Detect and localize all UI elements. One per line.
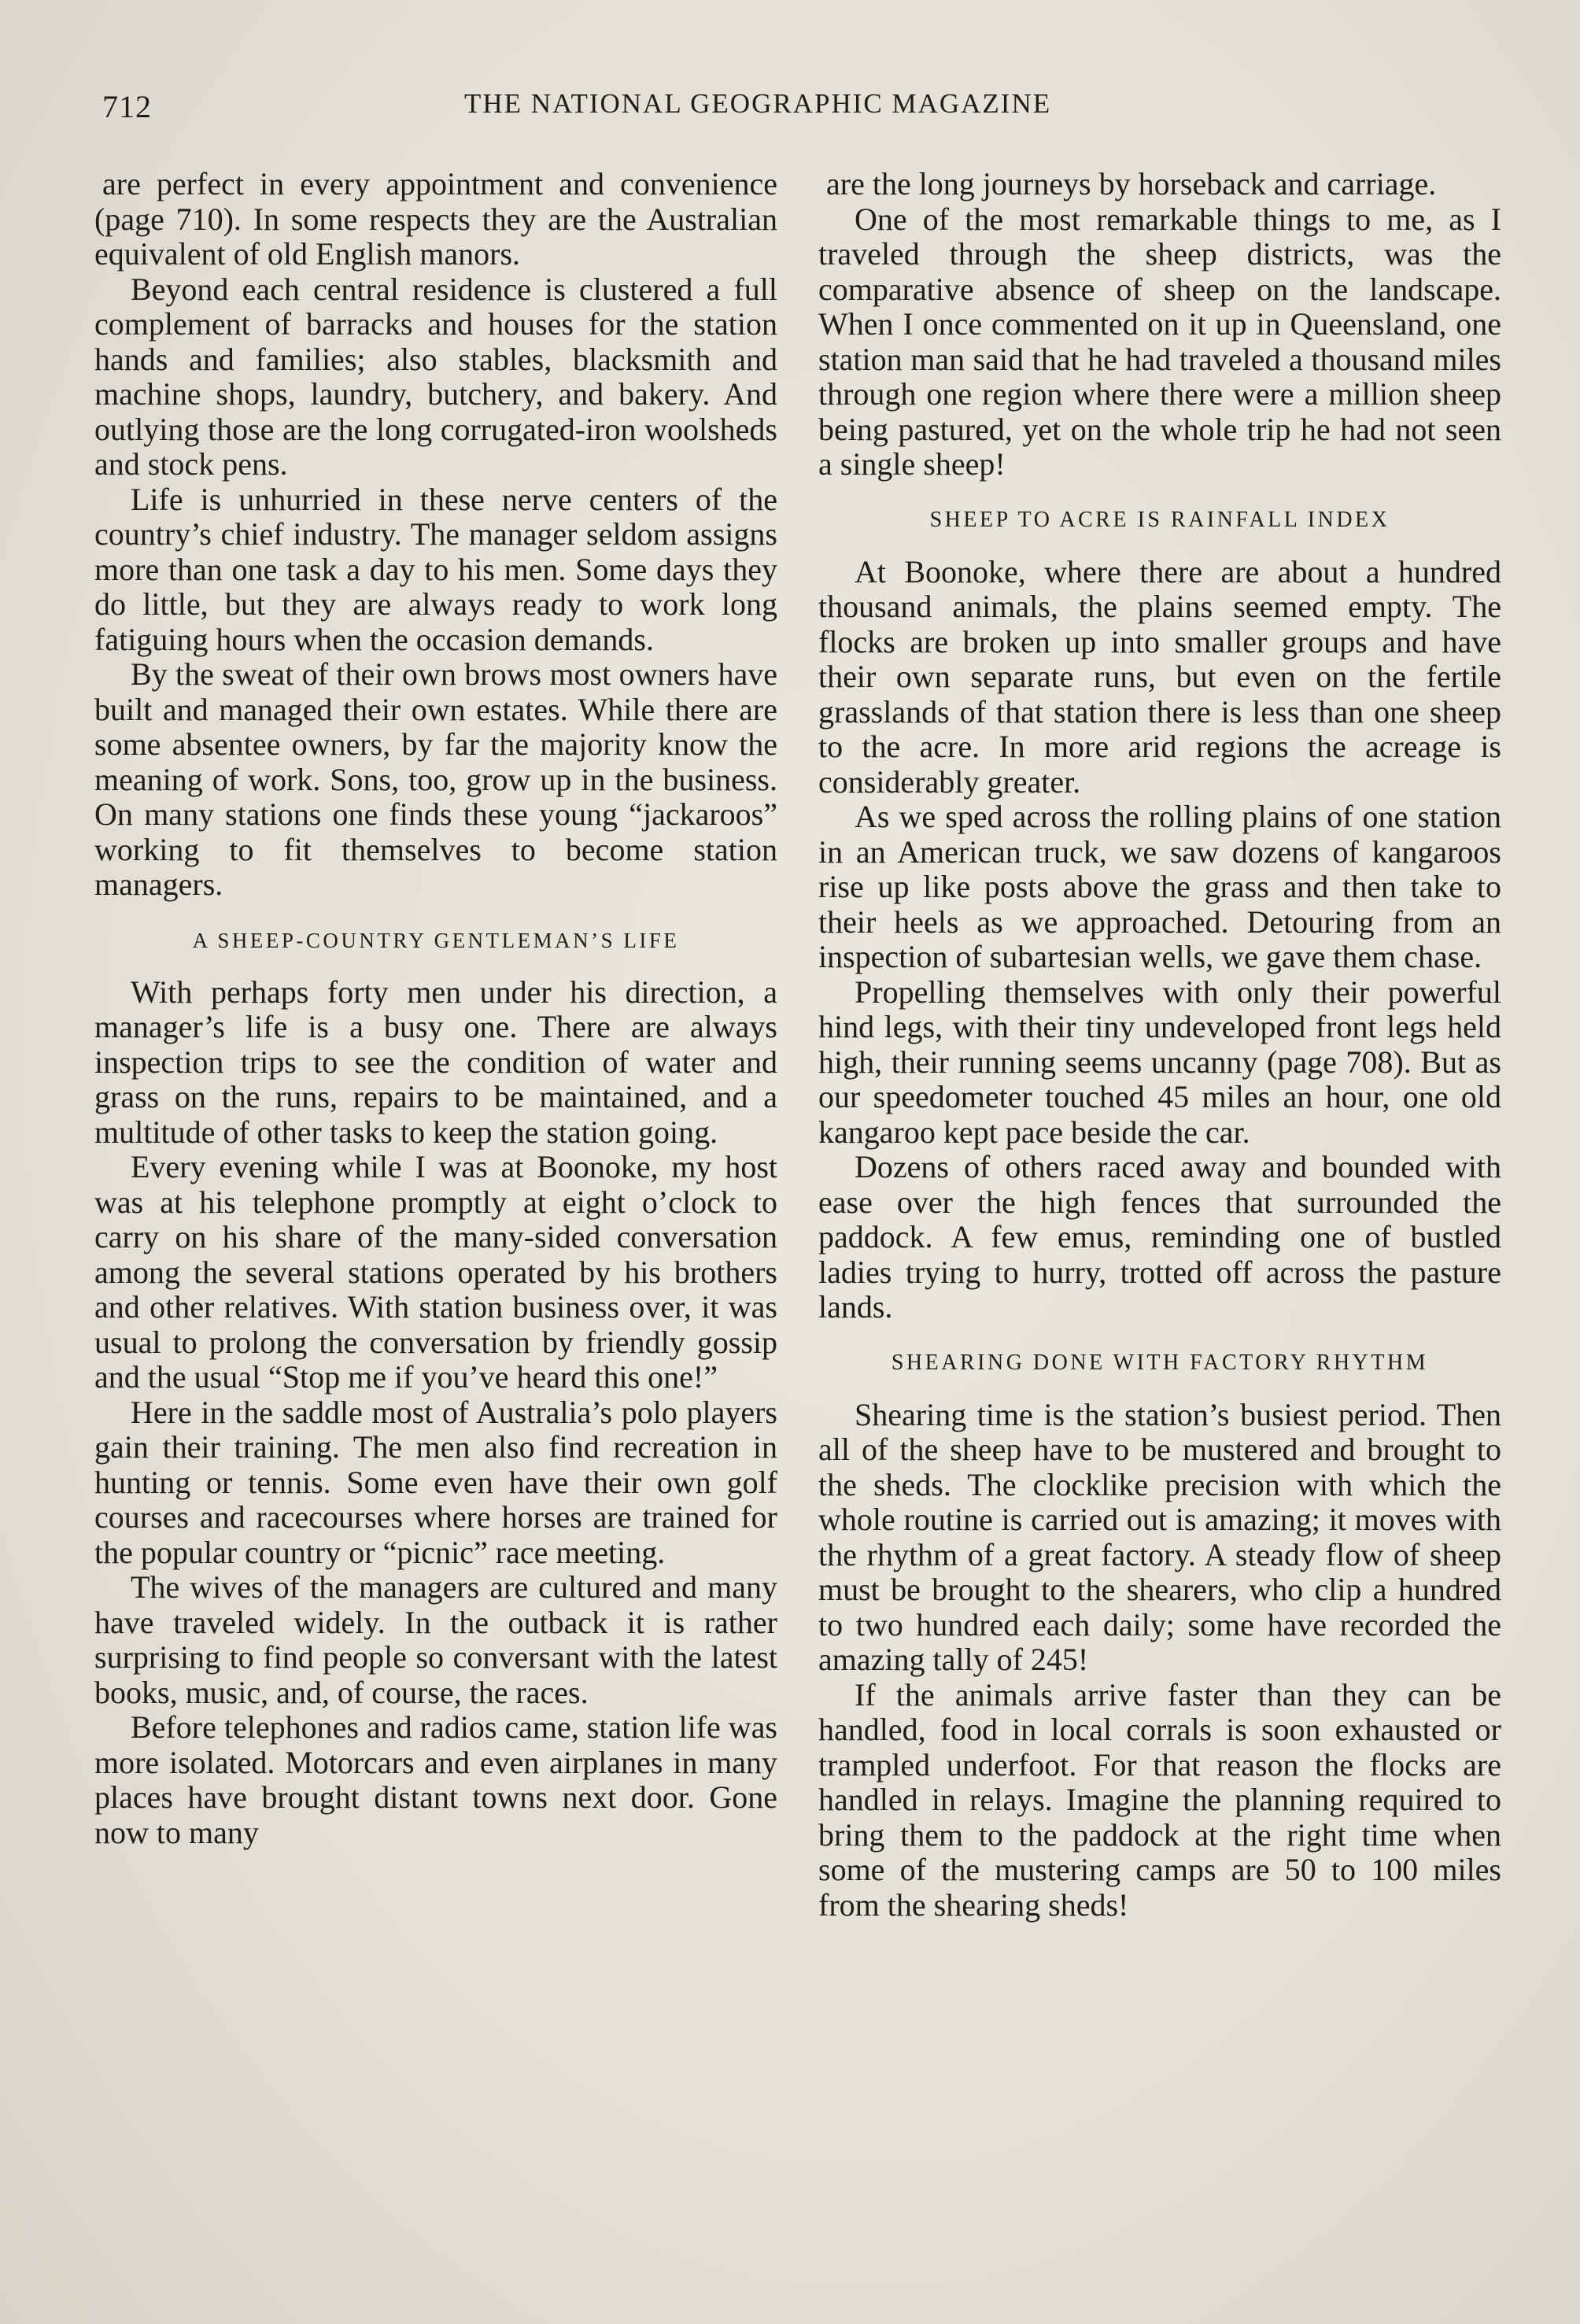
- section-subhead: A SHEEP-COUNTRY GENTLEMAN’S LIFE: [192, 928, 680, 952]
- paragraph: At Boonoke, where there are about a hundred thousand animals, the plains seemed empty. The flocks are broken up into smaller groups and have their own separate runs, but even on the fertile grasslands of that station there is less than one sheep to the acre. In more arid regions the acreage is considerably greater.: [818, 553, 1501, 800]
- right-column: [818, 167, 1501, 1923]
- paragraph: Before telephones and radios came, station life was more isolated. Motorcars and even airplanes in many places have brought distant towns next door. Gone now to many: [94, 1709, 777, 1850]
- left-column: [94, 167, 777, 1850]
- page-header: [0, 88, 1580, 135]
- paragraph: As we sped across the rolling plains of one station in an American truck, we saw dozens of kangaroos rise up like posts above the grass and then take to their heels as we approached. Detouring from an inspection of subartesian wells, we gave them chase.: [818, 799, 1501, 974]
- paragraph: Dozens of others raced away and bounded with ease over the high fences that surrounded the paddock. A few emus, reminding one of bustled ladies trying to hurry, trotted off across the pasture lands.: [818, 1149, 1501, 1325]
- paragraph: Propelling themselves with only their powerful hind legs, with their tiny undeveloped front legs held high, their running seems uncanny (page 708). But as our speedometer touched 45 miles an hour, one old kangaroo kept pace beside the car.: [818, 974, 1501, 1150]
- running-head: THE NATIONAL GEOGRAPHIC MAGAZINE: [464, 88, 1052, 119]
- paragraph: Here in the saddle most of Australia’s polo players gain their training. The men also find recreation in hunting or tennis. Some even have their own golf courses and racecourses where horses are trained for the popular country or “picnic” race meeting.: [94, 1394, 777, 1570]
- paragraph: are the long journeys by horseback and carriage.: [826, 166, 1437, 201]
- paragraph: Every evening while I was at Boonoke, my host was at his telephone promptly at eight o’clock to carry on his share of the many-sided conversation among the several stations operated by his brothers and other relatives. With station business over, it was usual to prolong the conversation by friendly gossip and the usual “Stop me if you’ve heard this one!”: [94, 1149, 777, 1395]
- paragraph: By the sweat of their own brows most owners have built and managed their own estates. While there are some absentee owners, by far the majority know the meaning of work. Sons, too, grow up in the business. On many stations one finds these young “jackaroos” working to fit themselves to become station managers.: [94, 656, 777, 902]
- section-subhead: SHEEP TO ACRE IS RAINFALL INDEX: [929, 507, 1390, 532]
- paragraph: are perfect in every appointment and convenience (page 710). In some respects they are the Australian equivalent of old English manors.: [94, 166, 777, 272]
- paragraph: One of the most remarkable things to me, as I traveled through the sheep districts, was the comparative absence of sheep on the landscape. When I once commented on it up in Queensland, one station man said that he had traveled a thousand miles through one region where there were a million sheep being pastured, yet on the whole trip he had not seen a single sheep!: [818, 201, 1501, 482]
- paragraph: With perhaps forty men under his direction, a manager’s life is a busy one. There are always inspection trips to see the condition of water and grass on the runs, repairs to be maintained, and a multitude of other tasks to keep the station going.: [94, 974, 777, 1150]
- paragraph: Life is unhurried in these nerve centers of the country’s chief industry. The manager seldom assigns more than one task a day to his men. Some days they do little, but they are always ready to work long fatiguing hours when the occasion demands.: [94, 481, 777, 657]
- page-number: 712: [102, 89, 152, 124]
- paragraph: Shearing time is the station’s busiest period. Then all of the sheep have to be mustered and brought to the sheds. The clocklike precision with which the whole routine is carried out is amazing; it moves with the rhythm of a great factory. A steady flow of sheep must be brought to the shearers, who clip a hundred to two hundred each daily; some have recorded the amazing tally of 245!: [818, 1396, 1501, 1677]
- section-subhead: SHEARING DONE WITH FACTORY RHYTHM: [891, 1350, 1429, 1375]
- paragraph: The wives of the managers are cultured and many have traveled widely. In the outback it is rather surprising to find people so conversant with the latest books, music, and, of course, the races.: [94, 1569, 777, 1710]
- paragraph: Beyond each central residence is clustered a full complement of barracks and houses for the station hands and families; also stables, blacksmith and machine shops, laundry, butchery, and bakery. And outlying those are the long corrugated-iron woolsheds and stock pens.: [94, 271, 777, 482]
- paragraph: If the animals arrive faster than they can be handled, food in local corrals is soon exhausted or trampled underfoot. For that reason the flocks are handled in relays. Imagine the planning required to bring them to the paddock at the right time when some of the mustering camps are 50 to 100 miles from the shearing sheds!: [818, 1676, 1501, 1923]
